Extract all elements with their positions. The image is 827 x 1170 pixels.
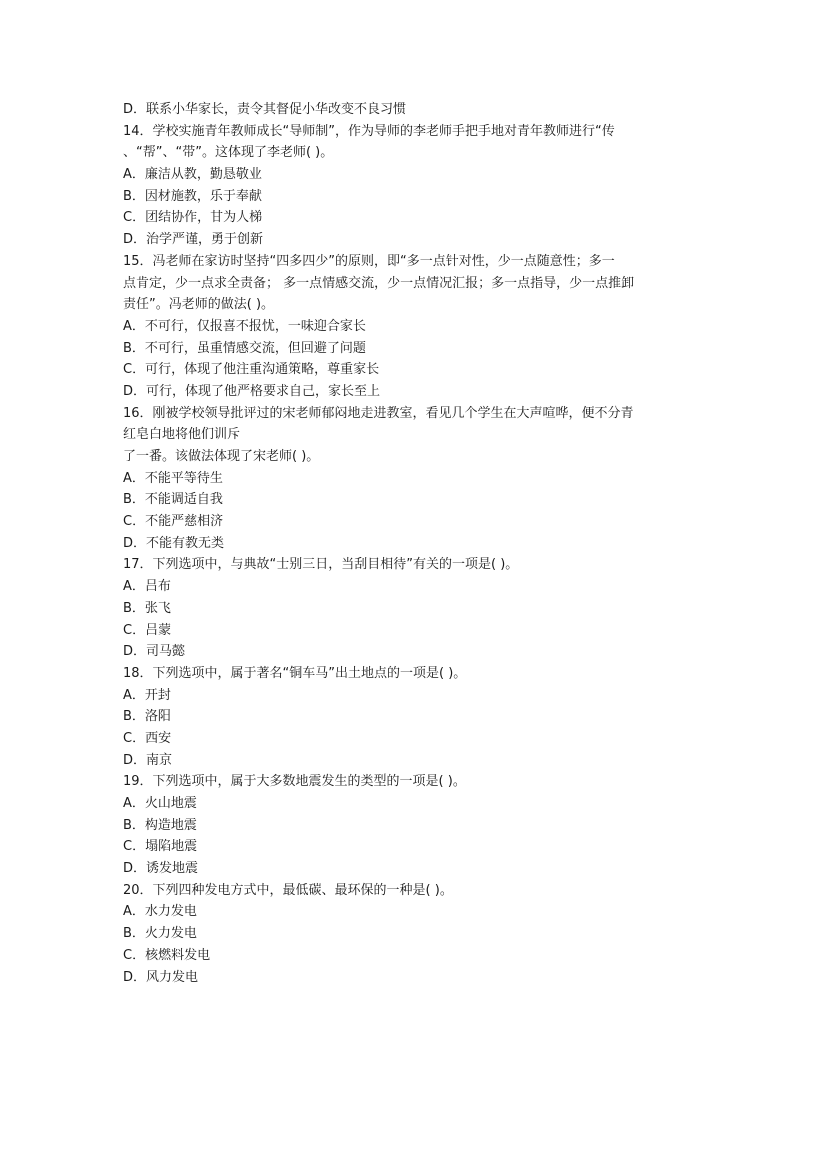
option-line: B．不能调适自我	[123, 492, 223, 508]
option-line: D．不能有教无类	[123, 535, 225, 551]
option-line: C．吕蒙	[123, 622, 172, 638]
exam-questions-text	[123, 99, 713, 988]
question-17-line: 17．下列选项中，与典故“士别三日，当刮目相待”有关的一项是( )。	[123, 557, 519, 573]
question-16-line: 16．刚被学校领导批评过的宋老师郁闷地走进教室，看见几个学生在大声喧哗，便不分青	[123, 405, 634, 421]
option-line: D．诱发地震	[123, 861, 199, 877]
option-line: C．不能严慈相济	[123, 514, 224, 530]
option-line: B．洛阳	[123, 709, 171, 725]
question-15-line: 责任”。冯老师的做法( )。	[123, 297, 275, 313]
option-line: D．风力发电	[123, 969, 199, 985]
option-line: B．不可行，虽重情感交流，但回避了问题	[123, 340, 366, 356]
option-line: D．治学严谨，勇于创新	[123, 232, 264, 248]
option-line: A．水力发电	[123, 904, 197, 920]
option-line: C．西安	[123, 730, 172, 746]
option-line: A．不可行，仅报喜不报忧，一味迎合家长	[123, 318, 366, 334]
question-20-line: 20．下列四种发电方式中，最低碳、最环保的一种是( )。	[123, 882, 453, 898]
question-14-line: 、“帮”、“带”。这体现了李老师( )。	[123, 145, 334, 161]
option-line: C．核燃料发电	[123, 947, 211, 963]
question-16-line: 了一番。该做法体现了宋老师( )。	[123, 449, 320, 464]
option-line: B．因材施教，乐于奉献	[123, 188, 262, 204]
option-line: B．张飞	[123, 600, 171, 616]
option-line: B．构造地震	[123, 817, 197, 833]
question-16-line: 红皂白地将他们训斥	[123, 427, 241, 443]
option-line: D．可行，体现了他严格要求自己，家长至上	[123, 383, 381, 399]
question-14-line: 14．学校实施青年教师成长“导师制”，作为导师的李老师手把手地对青年教师进行“传	[123, 123, 615, 139]
option-line: C．塌陷地震	[123, 839, 198, 855]
option-line: A．廉洁从教，勤恳敬业	[123, 167, 262, 183]
option-line: D．司马懿	[123, 644, 186, 660]
option-line: B．火力发电	[123, 926, 197, 942]
option-line: C．可行，体现了他注重沟通策略，尊重家长	[123, 362, 380, 378]
option-line: C．团结协作，甘为人梯	[123, 210, 263, 226]
option-line: A．开封	[123, 687, 171, 703]
option-line: A．不能平等待生	[123, 470, 223, 486]
option-line: D．联系小华家长，责令其督促小华改变不良习惯	[123, 102, 407, 117]
option-line: A．火山地震	[123, 796, 197, 811]
question-15-line: 15．冯老师在家访时坚持“四多四少”的原则，即“多一点针对性，少一点随意性；多一	[123, 253, 615, 269]
question-19-line: 19．下列选项中，属于大多数地震发生的类型的一项是( )。	[123, 774, 466, 790]
question-18-line: 18．下列选项中，属于著名“铜车马”出土地点的一项是( )。	[123, 665, 467, 681]
option-line: A．吕布	[123, 579, 171, 595]
question-15-line: 点肯定，少一点求全责备； 多一点情感交流，少一点情况汇报；多一点指导，少一点推卸	[123, 275, 635, 291]
option-line: D．南京	[123, 752, 173, 768]
